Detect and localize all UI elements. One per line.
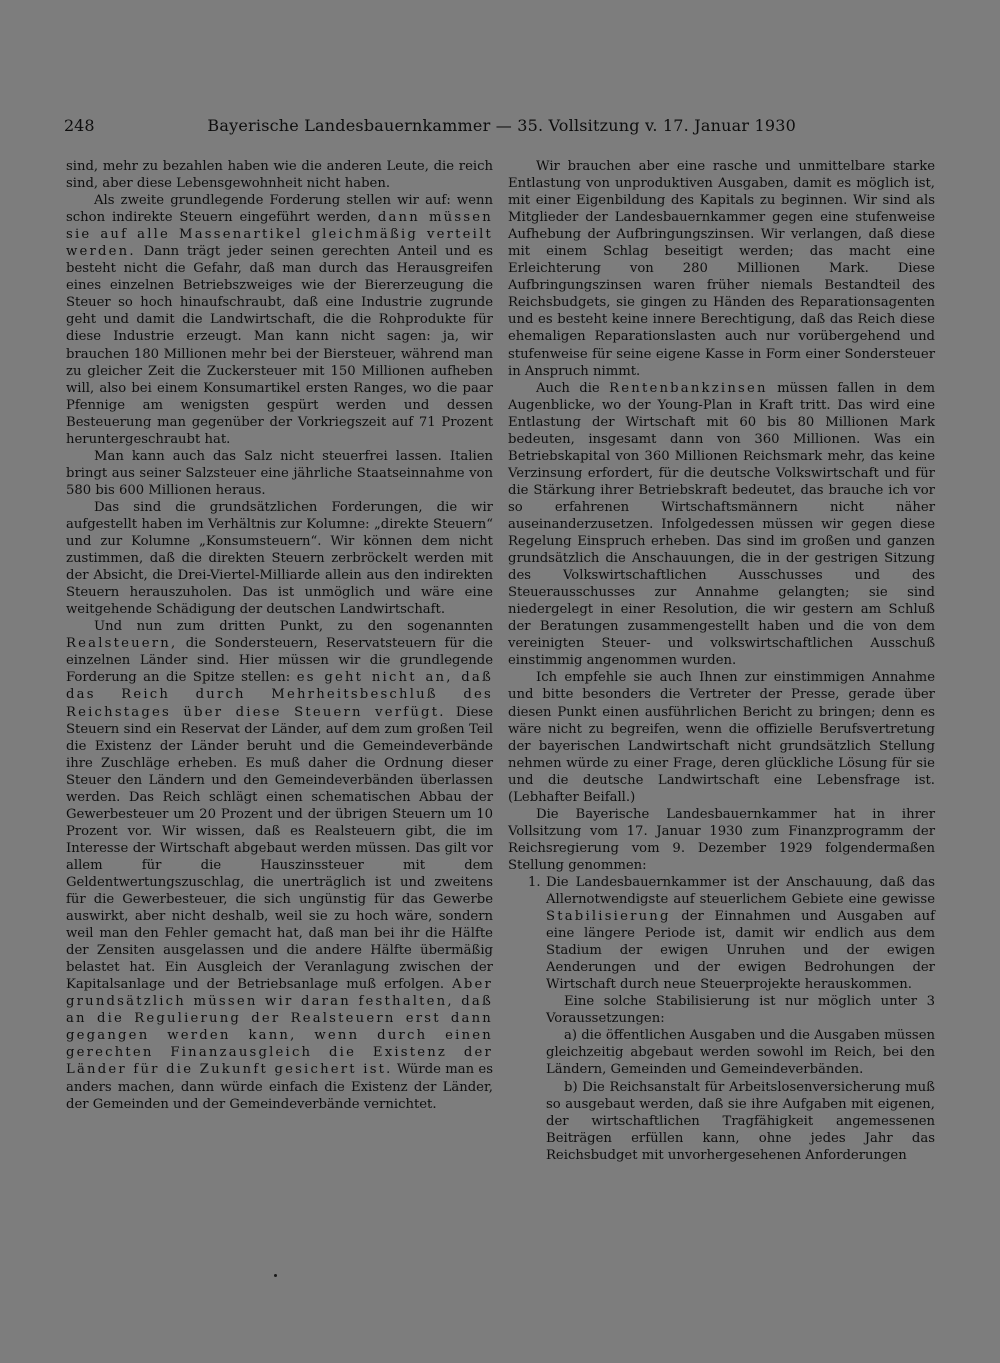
page-header	[64, 114, 796, 138]
text-run: Die Landesbauernkammer ist der Anschauung, daß das Allernotwendigste auf steuerlichem Gebiete eine gewisse	[546, 874, 935, 908]
paragraph: Die Bayerische Landesbauernkammer hat in ihrer Vollsitzung vom 17. Januar 1930 zum Finanzprogramm der Reichsregierung vom 9. Dezember 1929 folgendermaßen Stellung genommen:	[508, 806, 935, 873]
right-column	[508, 158, 935, 1164]
paragraph	[66, 192, 493, 448]
text-run: müssen fallen in dem Augenblicke, wo der Young-Plan in Kraft tritt. Das wird eine Entlastung der Wirtschaft mit 60 bis 80 Millionen Mark bedeuten, insgesamt dann von 360 Millionen. Was ein Betriebskapital von 360 Millionen Reichsmark mehr, das keine Verzinsung erfordert, für die deutsche Volkswirtschaft und für die Stärkung ihrer Betriebskraft bedeutet, das brauche ich vor so erfahrenen Wirtschaftsmännern nicht näher auseinanderzusetzen. Infolgedessen müssen wir gegen diese Regelung Einspruch erheben. Das sind im großen und ganzen grundsätzlich die Anschauungen, die in der gestrigen Sitzung des Volkswirtschaftlichen Ausschusses und des Steuerausschusses zur Annahme gelangten; sie sind niedergelegt in einer Resolution, die wir gestern am Schluß der Beratungen zusammengestellt haben und die von dem vereinigten Steuer- und volkswirtschaftlichen Ausschuß einstimmig angenommen wurden.	[508, 380, 935, 669]
text-run: Diese Steuern sind ein Reservat der Länder, auf dem zum großen Teil die Existenz der Länder beruht und die Gemeindeverbände ihre Zuschläge erheben. Es muß daher die Ordnung dieser Steuer den Ländern und den Gemeindeverbänden überlassen werden. Das Reich schlägt einen schematischen Abbau der Gewerbesteuer um 20 Prozent und der übrigen Steuern um 10 Prozent vor. Wir wissen, daß es Realsteuern gibt, die im Interesse der Wirtschaft abgebaut werden müssen. Das gilt vor allem für die Hauszinssteuer mit dem Geldentwertungszuschlag, die unerträglich ist und zweitens für die Gewerbesteuer, die sich ungünstig für das Gewerbe auswirkt, aber nicht deshalb, weil sie zu hoch wäre, sondern weil man den Fehler gemacht hat, daß man bei ihr die Hälfte der Zensiten ausgelassen und die andere Hälfte übermäßig belastet hat. Ein Ausgleich der Veranlagung zwischen der Kapitalsanlage und der Betriebsanlage muß erfolgen.	[66, 704, 493, 993]
paragraph	[508, 380, 935, 670]
page-number: 248	[64, 116, 95, 135]
text-run: die Sondersteuern, Reservatsteuern für die einzelnen Länder sind. Hier müssen wir die grundlegende Forderung an die Spitze stellen:	[66, 636, 493, 686]
paragraph: Wir brauchen aber eine rasche und unmittelbare starke Entlastung von unproduktiven Ausgaben, damit es möglich ist, mit einer Eigenbildung des Kapitals zu beginnen. Wir sind als Mitglieder der Landesbauernkammer gegen eine stufenweise Aufhebung der Aufbringungszinsen. Wir verlangen, daß diese mit einem Schlag beseitigt werden; das macht eine Erleichterung von 280 Millionen Mark. Diese Aufbringungszinsen waren früher niemals Bestandteil des Reichsbudgets, sie gingen zu Händen des Reparationsagenten und es besteht keine innere Berechtigung, daß das Reich diese ehemaligen Reparationslasten auch nur vorübergehend und stufenweise für seine eigene Kasse in Form einer Sondersteuer in Anspruch nimmt.	[508, 159, 935, 379]
list-item: b) Die Reichsanstalt für Arbeitslosenversicherung muß so ausgebaut werden, daß sie ihre Aufgaben mit eigenen, der wirtschaftlichen Tragfähigkeit angemessenen Beiträgen erfüllen kann, ohne jedes Jahr das Reichsbudget mit unvorhergesehenen Anforderungen	[546, 1079, 935, 1163]
text-run: Dann trägt jeder seinen gerechten Anteil und es besteht nicht die Gefahr, daß man durch das Herausgreifen eines einzelnen Betriebszweiges wie der Biererzeugung die Steuer so hoch hinaufschraubt, daß eine Industrie zugrunde geht und damit die Landwirtschaft, die die Rohprodukte für diese Industrie erzeugt. Man kann nicht sagen: ja, wir brauchen 180 Millionen mehr bei der Biersteuer, während man zu gleicher Zeit die Zuckersteuer mit 150 Millionen aufheben will, also bei einem Konsumartikel ersten Ranges, wo die paar Pfennige am wenigsten gespürt werden und dessen Besteuerung man gegenüber der Vorkriegszeit auf 71 Prozent heruntergeschraubt hat.	[66, 244, 493, 447]
list-item: a) die öffentlichen Ausgaben und die Ausgaben müssen gleichzeitig abgebaut werden sowohl im Reich, bei den Ländern, Gemeinden und Gemeindeverbänden.	[546, 1028, 935, 1078]
text-run: Als zweite grundlegende Forderung stellen wir auf: wenn schon indirekte Steuern eingeführt werden,	[66, 193, 493, 226]
paragraph	[66, 618, 493, 1112]
paragraph: Das sind die grundsätzlichen Forderungen, die wir aufgestellt haben im Verhältnis zur Kolumne: „direkte Steuern“ und zur Kolumne „Konsumsteuern“. Wir können dem nicht zustimmen, daß die direkten Steuern zerbröckelt werden mit der Absicht, die Drei-Viertel-Milliarde allein aus den indirekten Steuern herauszuholen. Das ist unmöglich und wäre eine weitgehende Schädigung der deutschen Landwirtschaft.	[66, 499, 493, 618]
list-number: 1.	[528, 874, 541, 890]
running-title: Bayerische Landesbauernkammer — 35. Vollsitzung v. 17. Januar 1930	[207, 116, 796, 135]
emphasized-text: es geht nicht an, daß das Reich durch Mehrheitsbeschluß des Reichstages über diese Steuern verfügt.	[66, 670, 493, 720]
paragraph: sind, mehr zu bezahlen haben wie die anderen Leute, die reich sind, aber diese Lebensgewohnheit nicht haben.	[66, 159, 493, 192]
text-run: Und nun zum dritten Punkt, zu den sogenannten	[94, 619, 493, 635]
emphasized-text: Rentenbankzinsen	[609, 380, 768, 396]
text-run: Auch die	[536, 380, 600, 396]
text-run: der Einnahmen und Ausgaben auf eine längere Periode ist, damit wir endlich aus dem Stadium der ewigen Unruhen und der ewigen Aenderungen und der ewigen Bedrohungen der Wirtschaft durch neue Steuerprojekte herauskommen.	[546, 909, 935, 993]
print-mark	[274, 1274, 277, 1277]
paragraph: Man kann auch das Salz nicht steuerfrei lassen. Italien bringt aus seiner Salzsteuer eine jährliche Staatseinnahme von 580 bis 600 Millionen heraus.	[66, 448, 493, 498]
emphasized-text: dann müssen sie auf alle Massenartikel gleichmäßig verteilt werden.	[66, 210, 494, 260]
emphasized-text: Stabilisierung	[546, 909, 671, 925]
left-column	[66, 158, 493, 1113]
list-item	[508, 874, 935, 993]
emphasized-text: Realsteuern,	[66, 636, 178, 652]
paragraph: Eine solche Stabilisierung ist nur möglich unter 3 Voraussetzungen:	[546, 994, 935, 1027]
emphasized-text: Aber grundsätzlich müssen wir daran festhalten, daß an die Regulierung der Realsteuern erst dann gegangen werden kann, wenn durch einen gerechten Finanzausgleich die Existenz der Länder für die Zukunft gesichert ist.	[66, 977, 493, 1078]
paragraph: Ich empfehle sie auch Ihnen zur einstimmigen Annahme und bitte besonders die Vertreter der Presse, gerade über diesen Punkt einen ausführlichen Bericht zu bringen; denn es wäre nicht zu begreifen, wenn die offizielle Berufsvertretung der bayerischen Landwirtschaft nicht grundsätzlich Stellung nehmen würde zu einer Frage, deren glückliche Lösung für sie und die deutsche Landwirtschaft eine Lebensfrage ist. (Lebhafter Beifall.)	[508, 670, 935, 805]
text-run: Würde man es anders machen, dann würde einfach die Existenz der Länder, der Gemeinden und der Gemeindeverbände vernichtet.	[66, 1062, 493, 1112]
